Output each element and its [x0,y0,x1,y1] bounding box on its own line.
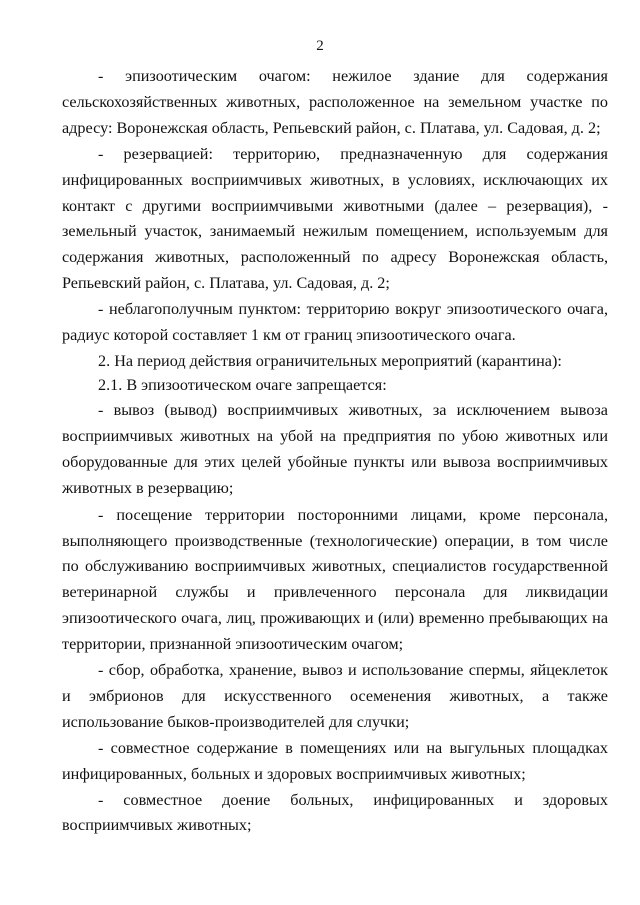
document-body [62,64,608,839]
paragraph-export-ban: - вывоз (вывод) восприимчивых животных, за исключением вывоза восприимчивых животных на убой на предприятия по убою животных или оборудованные для этих целей убойные пункты или вывоза восприимчивых животных в резервацию; [62,400,608,497]
paragraph-joint-milking-ban: - совместное доение больных, инфицированных и здоровых восприимчивых животных; [62,790,608,835]
paragraph-section-2-1: 2.1. В эпизоотическом очаге запрещается: [98,375,387,394]
paragraph-visit-ban: - посещение территории посторонними лицами, кроме персонала, выполняющего производственные (технологические) операции, в том числе по обслуживанию восприимчивых животных, специалистов государственной ветеринарной службы и привлеченного персонала для ликвидации эпизоотического очага, лиц, проживающих и (или) временно пребывающих на территории, признанной эпизоотическим очагом; [62,505,608,654]
paragraph-epizootic-focus: - эпизоотическим очагом: нежилое здание для содержания сельскохозяйственных животных, расположенное на земельном участке по адресу: Воронежская область, Репьевский район, с. Платава, ул. Садовая, д. 2; [62,67,608,137]
paragraph-section-2: 2. На период действия ограничительных мероприятий (карантина): [98,351,562,370]
paragraph-reservation: - резервацией: территорию, предназначенную для содержания инфицированных восприимчивых животных, в условиях, исключающих их контакт с другими восприимчивыми животными (далее – резервация), - земельный участок, занимаемый нежилым помещением, используемым для содержания животных, расположенный по адресу Воронежская область, Репьевский район, с. Платава, ул. Садовая, д. 2; [62,144,608,293]
page-number: 2 [316,38,324,54]
paragraph-joint-keeping-ban: - совместное содержание в помещениях или на выгульных площадках инфицированных, больных и здоровых восприимчивых животных; [62,738,608,783]
paragraph-unfavorable-point: - неблагополучным пунктом: территорию вокруг эпизоотического очага, радиус которой составляет 1 км от границ эпизоотического очага. [62,300,608,345]
paragraph-sperm-ban: - сбор, обработка, хранение, вывоз и использование спермы, яйцеклеток и эмбрионов для искусственного осеменения животных, а также использование быков-производителей для случки; [62,661,608,731]
